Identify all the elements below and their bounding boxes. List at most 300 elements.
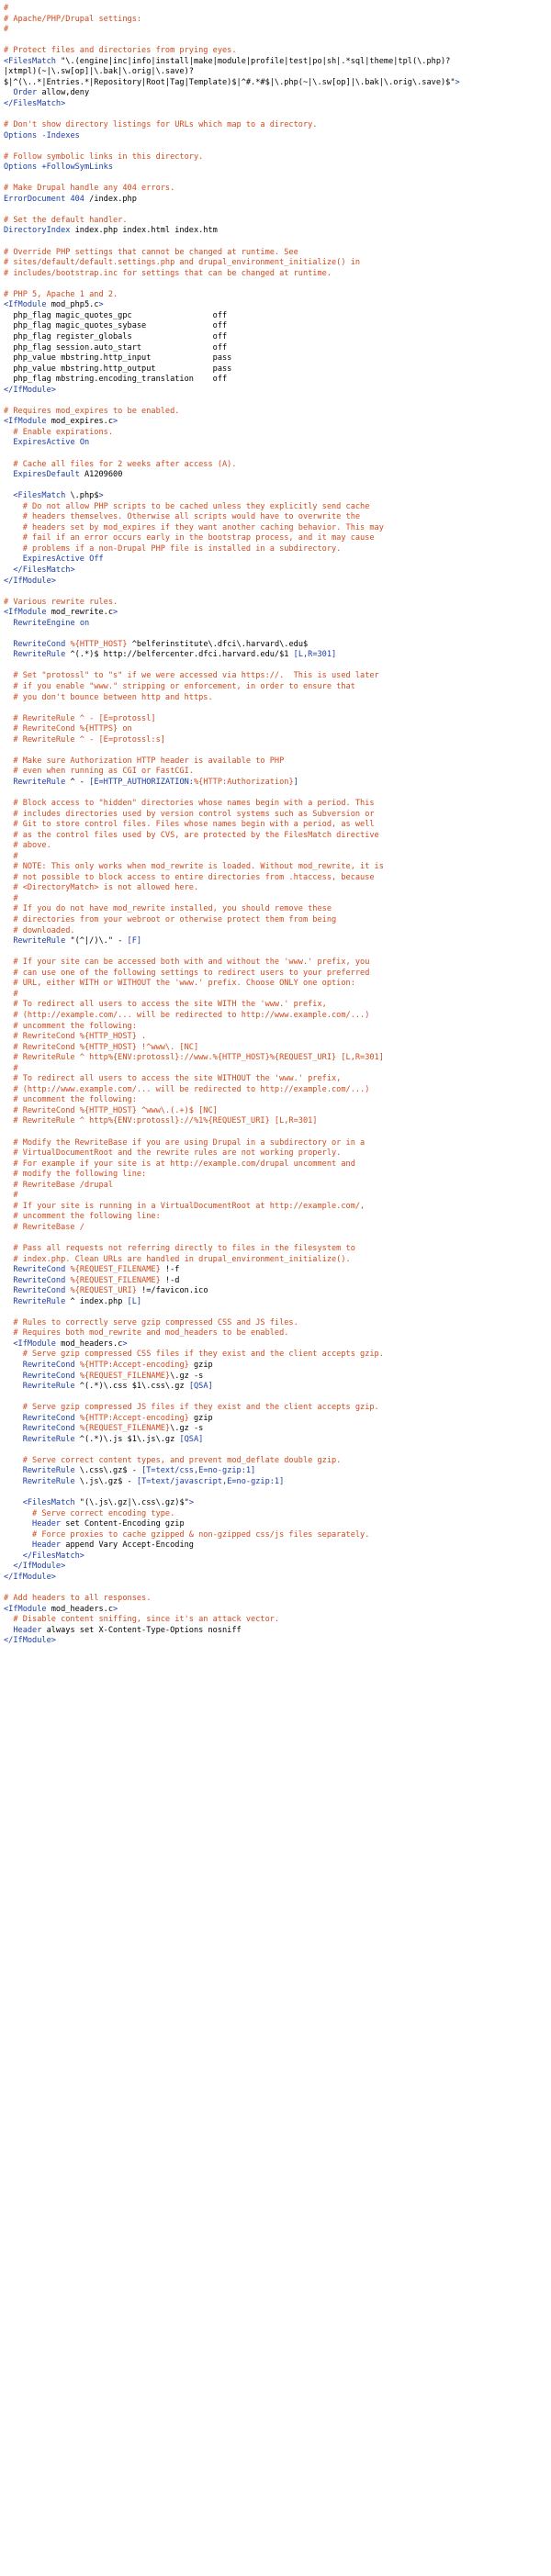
code-text: "\.(engine|inc|info|install|make|module|profile|test|po|sh|.*sql|theme|tpl(\.php)? [55, 56, 451, 66]
code-text: index.php index.html index.htm [70, 226, 218, 236]
code-line [4, 1414, 551, 1425]
comment: # Add headers to all responses. [4, 1594, 152, 1604]
comment: # Requires both mod_rewrite and mod_headers to be enabled. [4, 1328, 289, 1338]
code-line [4, 1106, 551, 1117]
code-line [4, 1043, 551, 1054]
code-line [4, 1191, 551, 1202]
keyword: Off [89, 554, 104, 565]
code-line [4, 990, 551, 1001]
code-text: ^ - [65, 777, 90, 787]
keyword: -Indexes [41, 130, 80, 140]
code-line [4, 894, 551, 905]
code-text: !-f [160, 1265, 180, 1275]
comment: # If you do not have mod_rewrite installed, you should remove these [4, 904, 332, 914]
code-text: \.gz -s [170, 1371, 204, 1381]
comment: # Apache/PHP/Drupal settings: [4, 14, 142, 24]
directive: RewriteRule [22, 1477, 75, 1487]
comment: # Do not allow PHP scripts to be cached unless they explicitly send cache [4, 501, 370, 511]
keyword: On [79, 438, 90, 448]
directive: RewriteRule [22, 1434, 75, 1444]
code-text [4, 1540, 32, 1550]
comment: # If your site can be accessed both with and without the 'www.' prefix, you [4, 958, 370, 968]
code-line [4, 1382, 551, 1393]
directive: ExpiresActive [13, 438, 75, 448]
code-text: \.js\.gz$ - [74, 1477, 137, 1487]
variable: %{REQUEST_FILENAME} [79, 1424, 171, 1434]
code-line [4, 321, 551, 332]
code-line [4, 269, 551, 280]
code-line [4, 745, 551, 756]
code-text [4, 1297, 13, 1306]
code-line [4, 1562, 551, 1573]
code-text: mod_headers.c [46, 1604, 114, 1614]
code-line [4, 1095, 551, 1106]
code-text [4, 1361, 23, 1370]
code-text [4, 619, 13, 628]
code-text: \.gz -s [170, 1424, 204, 1434]
comment: # headers themselves. Otherwise all scripts would have to overwrite the [4, 512, 361, 522]
code-line [4, 1297, 551, 1308]
directive: <FilesMatch [22, 1498, 75, 1508]
code-line [4, 1212, 551, 1223]
comment: # can use one of the following settings to redirect users to your preferred [4, 968, 370, 978]
comment: # To redirect all users to access the site WITH the 'www.' prefix, [4, 1000, 327, 1010]
comment: # headers set by mod_expires if they want another caching behavior. This may [4, 522, 384, 532]
code-line [4, 703, 551, 714]
comment: # Requires mod_expires to be enabled. [4, 406, 180, 416]
code-text [4, 1477, 23, 1486]
code-text [4, 88, 13, 97]
code-line [4, 841, 551, 852]
code-text: \.php$ [65, 491, 99, 501]
comment: # Don't show directory listings for URLs which map to a directory. [4, 120, 318, 130]
directive: </IfModule> [13, 1562, 66, 1572]
comment: # if you enable "www." stripping or enforcement, in order to ensure that [4, 682, 355, 691]
code-line [4, 788, 551, 799]
code-line [4, 587, 551, 598]
code-text [4, 650, 13, 659]
code-line [4, 417, 551, 428]
variable: %{REQUEST_URI} [70, 1286, 137, 1296]
code-line [4, 449, 551, 460]
directive: </IfModule> [4, 576, 56, 586]
comment: # URL, either WITH or WITHOUT the 'www.' prefix. Choose ONLY one option: [4, 979, 355, 989]
comment: # fail if an error occurs early in the bootstrap process, and it may cause [4, 533, 375, 543]
code-text [4, 1339, 13, 1349]
code-line [4, 873, 551, 884]
comment: # modify the following line: [4, 1170, 147, 1180]
code-line [4, 1244, 551, 1255]
code-line [4, 1626, 551, 1637]
code-text: /index.php [84, 194, 137, 204]
code-line [4, 1540, 551, 1551]
directive: Header [13, 1625, 42, 1635]
comment: # even when running as CGI or FastCGI. [4, 767, 194, 777]
directive: </IfModule> [4, 1572, 56, 1582]
code-text: ^(.*)\.js $1\.js\.gz [74, 1434, 180, 1444]
code-line [4, 979, 551, 990]
code-text: ^belferinstitute\.dfci\.harvard\.edu$ [127, 639, 309, 649]
code-line [4, 958, 551, 969]
code-line [4, 936, 551, 947]
directive: ExpiresActive [22, 554, 84, 565]
code-text: mod_expires.c [46, 417, 114, 427]
code-line [4, 174, 551, 185]
code-line [4, 1350, 551, 1361]
code-text [4, 491, 13, 500]
directive: <IfModule [13, 1338, 56, 1349]
code-line [4, 15, 551, 26]
code-line [4, 904, 551, 915]
comment: # sites/default/default.settings.php and drupal_environment_initialize() in [4, 258, 361, 268]
code-line [4, 386, 551, 397]
directive: RewriteCond [22, 1413, 75, 1423]
code-line [4, 1116, 551, 1127]
comment: # NOTE: This only works when mod_rewrite is loaded. Without mod_rewrite, it is [4, 862, 384, 872]
code-line [4, 1307, 551, 1318]
keyword: [L,R=301] [293, 650, 337, 660]
code-line [4, 152, 551, 163]
code-line [4, 969, 551, 980]
code-text [4, 1276, 13, 1285]
comment: # you don't bounce between http and https. [4, 692, 213, 702]
code-text: !-d [160, 1275, 180, 1285]
keyword: [L] [127, 1296, 142, 1306]
code-line [4, 820, 551, 831]
code-line [4, 831, 551, 842]
comment: # RewriteCond %{HTTP_HOST} ^www\.(.+)$ [NC] [4, 1105, 218, 1115]
code-text [4, 1382, 23, 1391]
comment: # RewriteRule ^ http%{ENV:protossl}://%1%{REQUEST_URI} [L,R=301] [4, 1116, 318, 1126]
comment: # Cache all files for 2 weeks after access (A). [4, 459, 237, 469]
directive: Options [4, 130, 38, 140]
code-line [4, 1605, 551, 1616]
comment: # index.php. Clean URLs are handled in drupal_environment_initialize(). [4, 1254, 351, 1264]
code-line [4, 460, 551, 471]
code-text [4, 1519, 32, 1529]
code-line [4, 407, 551, 418]
variable: %{REQUEST_FILENAME} [70, 1265, 161, 1275]
code-text [4, 1498, 23, 1507]
comment: # uncomment the following: [4, 1021, 137, 1031]
code-text [4, 640, 13, 649]
comment: # <DirectoryMatch> is not allowed here. [4, 883, 199, 893]
comment: # [4, 1063, 18, 1073]
comment: # Git to store control files. Files whose names begin with a period, as well [4, 820, 375, 830]
code-line [4, 1011, 551, 1022]
directive: Options [4, 162, 38, 173]
code-line [4, 364, 551, 375]
code-line [4, 640, 551, 651]
code-line [4, 343, 551, 354]
code-line [4, 1339, 551, 1350]
code-line [4, 205, 551, 216]
comment: # Override PHP settings that cannot be changed at runtime. See [4, 247, 298, 257]
code-line [4, 258, 551, 269]
code-line [4, 99, 551, 110]
code-line [4, 184, 551, 195]
code-text: "(\.js\.gz|\.css\.gz)$" [74, 1498, 189, 1508]
code-text: allow,deny [37, 88, 90, 98]
directive: Header [32, 1540, 62, 1551]
comment: # Various rewrite rules. [4, 597, 118, 607]
code-line [4, 810, 551, 821]
code-line [4, 300, 551, 311]
code-line [4, 120, 551, 131]
code-text: ^(.*)\.css $1\.css\.gz [74, 1382, 189, 1392]
comment: # Pass all requests not referring directly to files in the filesystem to [4, 1243, 355, 1253]
directive: > [98, 300, 104, 310]
keyword: 404 [70, 194, 84, 204]
code-line [4, 1265, 551, 1276]
code-line [4, 1361, 551, 1372]
comment: # Serve correct content types, and prevent mod_deflate double gzip. [4, 1455, 342, 1465]
directive: RewriteCond [22, 1361, 75, 1370]
comment: # Follow symbolic links in this directory. [4, 151, 204, 162]
code-line [4, 1328, 551, 1339]
comment: # RewriteCond %{HTTP_HOST} . [4, 1032, 147, 1042]
code-line [4, 512, 551, 523]
comment: # RewriteCond %{HTTP_HOST} !^www\. [NC] [4, 1042, 199, 1052]
code-text [4, 566, 13, 575]
code-line [4, 1435, 551, 1446]
code-text [4, 1414, 23, 1423]
code-line [4, 1032, 551, 1043]
directive: <FilesMatch [13, 491, 66, 501]
code-line [4, 1615, 551, 1626]
variable: %{HTTP:Accept-encoding} [79, 1413, 189, 1423]
code-text: ^(.*)$ http://belfercenter.dfci.harvard.edu/$1 [65, 650, 294, 660]
code-line [4, 1403, 551, 1414]
comment: # RewriteRule ^ http%{ENV:protossl}://www.%{HTTP_HOST}%{REQUEST_URI} [L,R=301] [4, 1053, 384, 1063]
code-text [4, 778, 13, 787]
code-text [4, 1265, 13, 1274]
code-line [4, 1223, 551, 1234]
code-text [4, 1562, 13, 1571]
directive: ErrorDocument [4, 194, 66, 204]
code-line [4, 1127, 551, 1138]
variable: %{HTTP:Accept-encoding} [79, 1361, 189, 1370]
code-text [4, 1435, 23, 1444]
directive: RewriteRule [13, 777, 66, 787]
directive: RewriteRule [13, 650, 66, 660]
comment: # Enable expirations. [4, 427, 113, 437]
code-line [4, 470, 551, 481]
code-text [4, 936, 13, 946]
directive: > [98, 491, 104, 501]
code-line [4, 1393, 551, 1404]
code-line [4, 502, 551, 513]
code-line [4, 1074, 551, 1085]
code-line [4, 1456, 551, 1467]
keyword: [T=text/javascript,E=no-gzip:1] [136, 1477, 285, 1487]
code-line [4, 926, 551, 937]
code-text: !=/favicon.ico [136, 1286, 208, 1296]
code-line [4, 1255, 551, 1266]
directive: <FilesMatch [4, 56, 56, 66]
code-line [4, 577, 551, 588]
code-line [4, 1064, 551, 1075]
comment: # Make sure Authorization HTTP header is available to PHP [4, 756, 285, 766]
code-line [4, 862, 551, 873]
code-text [4, 1286, 13, 1295]
comment: # PHP 5, Apache 1 and 2. [4, 289, 118, 299]
code-line [4, 67, 551, 78]
code-text: php_value mbstring.http_input pass [4, 353, 232, 364]
code-line [4, 767, 551, 778]
code-line [4, 1170, 551, 1181]
comment: # RewriteBase /drupal [4, 1180, 113, 1190]
code-line [4, 671, 551, 682]
code-text: mod_php5.c [46, 300, 99, 310]
directive: <IfModule [4, 300, 47, 310]
code-line [4, 1138, 551, 1149]
code-line [4, 1466, 551, 1477]
directive: > [455, 77, 460, 87]
code-line [4, 57, 551, 68]
variable: %{REQUEST_FILENAME} [70, 1275, 161, 1285]
comment: # [4, 1191, 18, 1201]
code-line [4, 682, 551, 693]
directive: RewriteCond [22, 1424, 75, 1434]
code-line [4, 1053, 551, 1064]
comment: # problems if a non-Drupal PHP file is installed in a subdirectory. [4, 543, 342, 554]
directive: RewriteRule [22, 1466, 75, 1476]
code-line [4, 735, 551, 746]
code-line [4, 523, 551, 534]
directive: <IfModule [4, 608, 47, 618]
keyword: [T=text/css,E=no-gzip:1] [141, 1466, 256, 1476]
code-line [4, 661, 551, 672]
keyword: [QSA] [188, 1382, 213, 1392]
code-line [4, 248, 551, 259]
keyword: [E=HTTP_AUTHORIZATION: [89, 777, 194, 787]
code-line [4, 195, 551, 206]
code-line [4, 438, 551, 449]
directive: </FilesMatch> [22, 1551, 84, 1561]
code-line [4, 1519, 551, 1530]
comment: # not possible to block access to entire directories from .htaccess, because [4, 872, 375, 882]
comment: # includes/bootstrap.inc for settings that can be changed at runtime. [4, 268, 332, 278]
code-text: always set X-Content-Type-Options nosniff [41, 1625, 242, 1635]
code-line [4, 724, 551, 735]
code-line [4, 852, 551, 863]
directive: </IfModule> [4, 1636, 56, 1646]
code-text: "(^|/)\." - [65, 936, 128, 946]
code-line [4, 1424, 551, 1435]
code-line [4, 1148, 551, 1159]
comment: # For example if your site is at http://example.com/drupal uncomment and [4, 1159, 355, 1169]
code-line [4, 1583, 551, 1594]
code-line [4, 756, 551, 767]
directive: DirectoryIndex [4, 226, 71, 236]
code-line [4, 1551, 551, 1562]
code-line [4, 279, 551, 290]
code-line [4, 131, 551, 142]
directive: </FilesMatch> [13, 565, 75, 575]
keyword: ] [293, 777, 298, 787]
directive: > [188, 1498, 194, 1508]
code-line [4, 1636, 551, 1647]
comment: # as the control files used by CVS, are protected by the FilesMatch directive [4, 830, 379, 840]
variable: %{HTTP:Authorization} [193, 777, 294, 787]
code-line [4, 290, 551, 301]
code-text: mod_headers.c [55, 1338, 123, 1349]
comment: # Protect files and directories from prying eyes. [4, 46, 237, 56]
code-line [4, 1159, 551, 1170]
code-line [4, 332, 551, 343]
comment: # includes directories used by version control systems such as Subversion or [4, 809, 375, 819]
directive: RewriteEngine [13, 618, 75, 628]
code-line [4, 311, 551, 322]
code-text [4, 470, 13, 479]
directive: > [113, 1604, 118, 1614]
keyword: on [79, 618, 90, 628]
comment: # Set "protossl" to "s" if we were accessed via https://. This is used later [4, 671, 379, 681]
comment: # uncomment the following line: [4, 1212, 161, 1222]
code-line [4, 598, 551, 609]
code-line [4, 1202, 551, 1213]
comment: # Serve gzip compressed JS files if they exist and the client accepts gzip. [4, 1403, 379, 1413]
comment: # downloaded. [4, 925, 75, 935]
code-line [4, 619, 551, 630]
code-line [4, 428, 551, 439]
code-line [4, 375, 551, 386]
code-line [4, 533, 551, 544]
code-text: set Content-Encoding gzip [61, 1519, 185, 1529]
code-line [4, 491, 551, 502]
code-text: gzip [188, 1361, 213, 1370]
code-line [4, 1286, 551, 1297]
directive: RewriteRule [22, 1382, 75, 1392]
directive: > [113, 608, 118, 618]
comment: # [4, 893, 18, 903]
comment: # Set the default handler. [4, 215, 128, 225]
comment: # [4, 4, 9, 13]
code-text: append Vary Accept-Encoding [61, 1540, 194, 1551]
code-line [4, 1085, 551, 1096]
comment: # directories from your webroot or otherwise protect them from being [4, 915, 337, 925]
comment: # To redirect all users to access the site WITHOUT the 'www.' prefix, [4, 1074, 342, 1084]
code-text [4, 1551, 23, 1561]
code-line [4, 237, 551, 248]
directive: RewriteCond [22, 1371, 75, 1381]
directive: RewriteCond [13, 1286, 66, 1296]
keyword: +FollowSymLinks [41, 162, 114, 173]
code-line [4, 566, 551, 577]
code-line [4, 1233, 551, 1244]
comment: # RewriteRule ^ - [E=protossl:s] [4, 734, 165, 745]
code-line [4, 36, 551, 47]
code-line [4, 629, 551, 640]
code-text [4, 438, 13, 447]
code-line [4, 778, 551, 789]
code-line [4, 915, 551, 926]
code-text: $|^(\..*|Entries.*|Repository|Root|Tag|Template)$|^#.*#$|\.php(~|\.sw[op]|\.bak|\.orig\.save)$" [4, 77, 455, 87]
comment: # (http://www.example.com/... will be redirected to http://example.com/...) [4, 1084, 370, 1094]
comment: # Make Drupal handle any 404 errors. [4, 184, 175, 194]
comment: # uncomment the following: [4, 1095, 137, 1105]
code-text [4, 1466, 23, 1475]
code-line [4, 1573, 551, 1584]
directive: > [113, 417, 118, 427]
code-line [4, 481, 551, 492]
code-line [4, 78, 551, 89]
directive: </IfModule> [4, 385, 56, 395]
comment: # (http://example.com/... will be redirected to http://www.example.com/...) [4, 1010, 370, 1020]
code-line [4, 947, 551, 958]
code-text: \.css\.gz$ - [74, 1466, 142, 1476]
